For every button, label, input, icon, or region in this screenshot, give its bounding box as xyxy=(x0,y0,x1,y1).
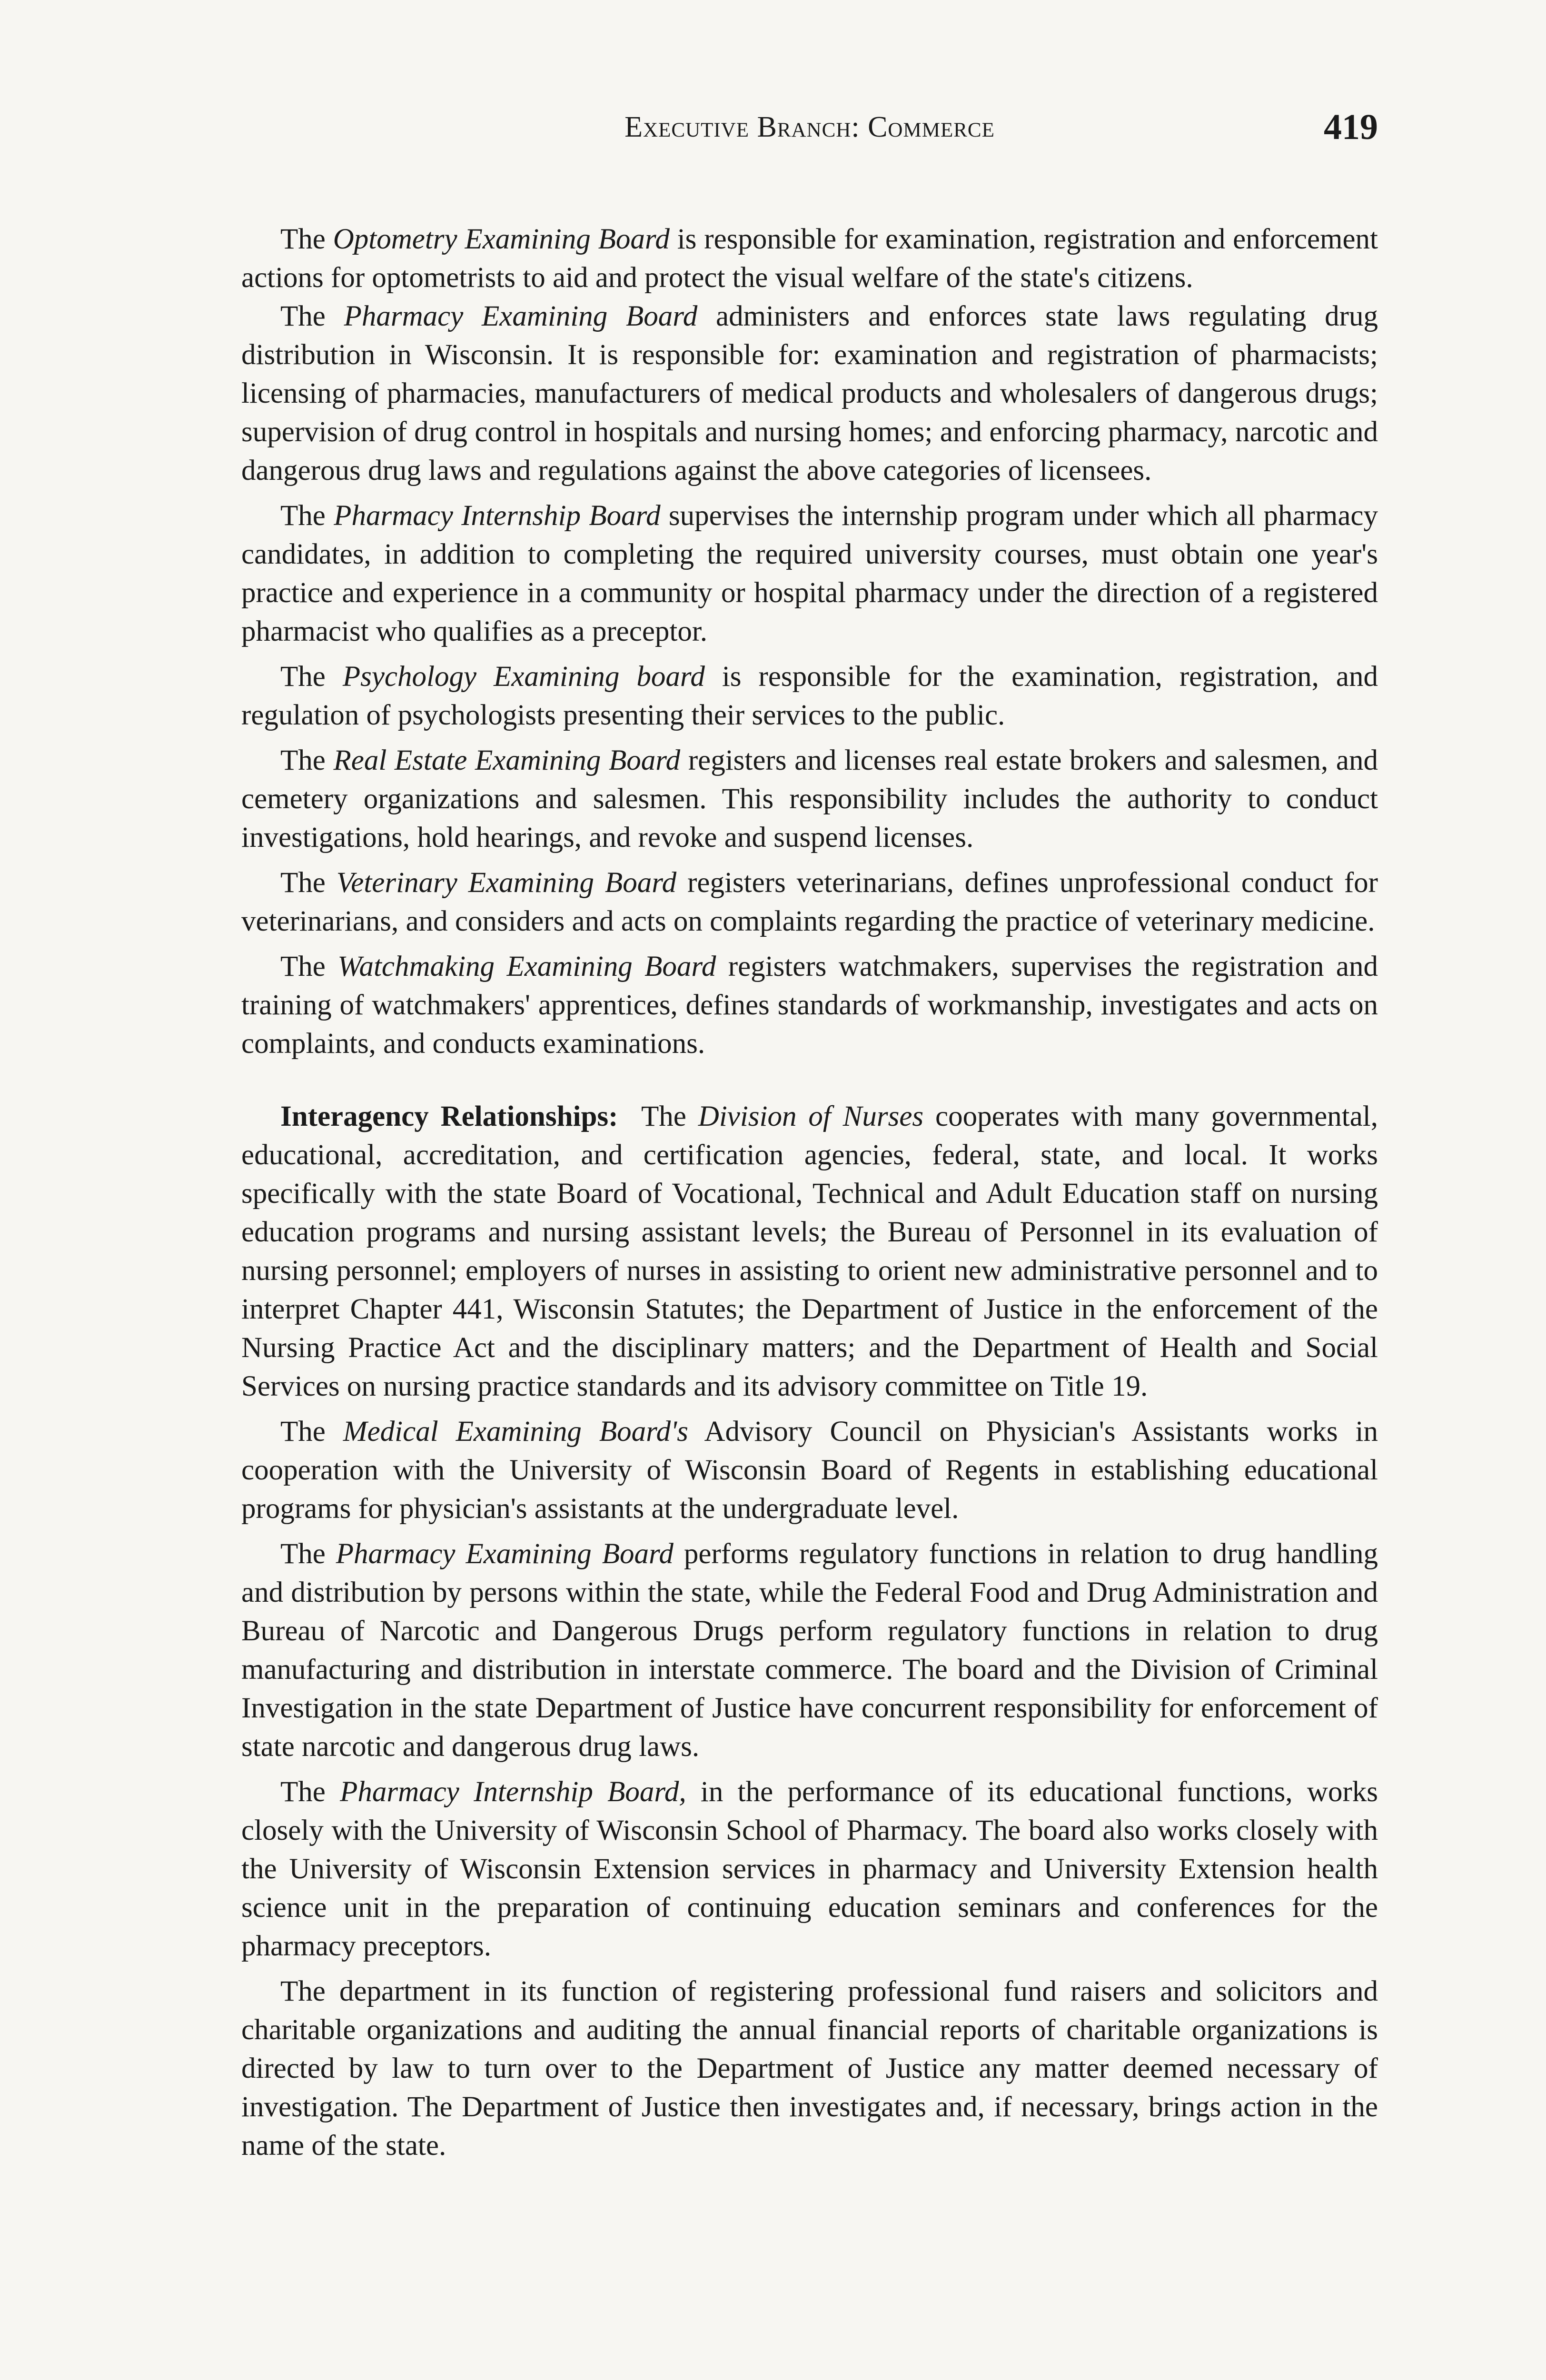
running-head: Executive Branch: Commerce xyxy=(624,111,995,143)
paragraph-veterinary-board xyxy=(241,863,1378,941)
text-run: in the performance of its educational functions, works closely with the University of Wisconsin School of Pharmacy. The board also works closely with the University of Wisconsin Extension services in pharmacy and University Extension health science unit in the preparation of continuing education seminars and conferences for the pharmacy preceptors. xyxy=(241,1776,1378,1962)
text-run: The xyxy=(280,744,334,776)
paragraph-medical-board xyxy=(241,1412,1378,1528)
text-run: Advisory Council on Physician's Assistants works in cooperation with the University of Wisconsin Board of Regents in establishing educational programs for physician's assistants at the undergraduate level. xyxy=(241,1416,1378,1525)
paragraph-real-estate-board xyxy=(241,741,1378,857)
board-name: Real Estate Examining Board xyxy=(333,744,681,776)
text-run: The xyxy=(280,223,333,255)
board-name: Pharmacy Internship Board xyxy=(334,500,661,532)
text-run: registers and licenses real estate brokers and salesmen, and cemetery organizations and salesmen. This responsibility includes the authority to conduct investigations, hold hearings, and revoke and suspend licenses. xyxy=(241,744,1378,853)
text-run: is responsible for examination, registration and enforcement actions for optometrists to aid and protect the visual welfare of the state's citizens. xyxy=(241,223,1378,294)
text-run: registers veterinarians, defines unprofessional conduct for veterinarians, and considers and acts on complaints regarding the practice of veterinary medicine. xyxy=(241,867,1378,937)
board-name: Medical Examining Board's xyxy=(343,1416,688,1448)
text-run: supervises the internship program under which all pharmacy candidates, in addition to completing the required university courses, must obtain one year's practice and experience in a community or hospital pharmacy under the direction of a registered pharmacist who qualifies as a preceptor. xyxy=(241,500,1378,647)
text-run: The xyxy=(280,300,344,332)
board-name: Optometry Examining Board xyxy=(333,223,670,255)
section-heading: Interagency Relationships: xyxy=(280,1101,618,1132)
text-run: registers watchmakers, supervises the registration and training of watchmakers' apprentices, defines standards of workmanship, investigates and acts on complaints, and conducts examinations. xyxy=(241,951,1378,1060)
paragraph-pharmacy-board xyxy=(241,297,1378,490)
board-name: Watchmaking Examining Board xyxy=(337,951,716,982)
text-run: The xyxy=(280,1776,340,1808)
text-run: cooperates with many governmental, educational, accreditation, and certification agencies, federal, state, and local. It works specifically with the state Board of Vocational, Technical and Adult Education staff on nursing education programs and nursing assistant levels; the Bureau of Personnel in its evaluation of nursing personnel; employers of nurses in assisting to orient new administrative personnel and to interpret Chapter 441, Wisconsin Statutes; the Department of Justice in the enforcement of the Nursing Practice Act and the disciplinary matters; and the Department of Health and Social Services on nursing practice standards and its advisory committee on Title 19. xyxy=(241,1101,1378,1402)
division-name: Division of Nurses xyxy=(698,1101,924,1132)
paragraph-pharmacy-internship-education xyxy=(241,1773,1378,1965)
text-run: The xyxy=(280,500,334,532)
board-name: Pharmacy Internship Board, xyxy=(340,1776,686,1808)
text-run: The xyxy=(280,951,338,982)
text-run: The xyxy=(280,1416,343,1448)
paragraph-interagency-nurses xyxy=(241,1097,1378,1406)
paragraph-pharmacy-internship-board xyxy=(241,496,1378,651)
text-run: performs regulatory functions in relation to drug handling and distribution by persons within the state, while the Federal Food and Drug Administration and Bureau of Narcotic and Dangerous Drugs perform regulatory functions in relation to drug manufacturing and distribution in interstate commerce. The board and the Division of Criminal Investigation in the state Department of Justice have concurrent responsibility for enforcement of state narcotic and dangerous drug laws. xyxy=(241,1538,1378,1763)
text-run: The xyxy=(280,661,343,693)
page-number: 419 xyxy=(1324,107,1378,147)
board-name: Pharmacy Examining Board xyxy=(336,1538,674,1570)
text-run: The xyxy=(618,1101,698,1132)
paragraph-watchmaking-board xyxy=(241,947,1378,1063)
body-text xyxy=(241,220,1378,2165)
board-name: Psychology Examining board xyxy=(342,661,705,693)
text-run: The xyxy=(280,867,337,899)
text-run: administers and enforces state laws regulating drug distribution in Wisconsin. It is responsible for: examination and registration of pharmacists; licensing of pharmacies, manufacturers of medical products and wholesalers of dangerous drugs; supervision of drug control in hospitals and nursing homes; and enforcing pharmacy, narcotic and dangerous drug laws and regulations against the above categories of licensees. xyxy=(241,300,1378,486)
paragraph-psychology-board xyxy=(241,657,1378,734)
board-name: Pharmacy Examining Board xyxy=(344,300,698,332)
paragraph-fund-raisers: The department in its function of registering professional fund raisers and solicitors and charitable organizations and auditing the annual financial reports of charitable organizations is directed by law to turn over to the Department of Justice any matter deemed necessary of investigation. The Department of Justice then investigates and, if necessary, brings action in the name of the state. xyxy=(241,1975,1378,2162)
paragraph-pharmacy-board-regulatory xyxy=(241,1535,1378,1766)
text-run: The xyxy=(280,1538,336,1570)
board-name: Veterinary Examining Board xyxy=(336,867,677,899)
paragraph-optometry-board xyxy=(241,220,1378,297)
text-run: is responsible for the examination, registration, and regulation of psychologists presenting their services to the public. xyxy=(241,661,1378,731)
page-header xyxy=(241,107,1378,168)
